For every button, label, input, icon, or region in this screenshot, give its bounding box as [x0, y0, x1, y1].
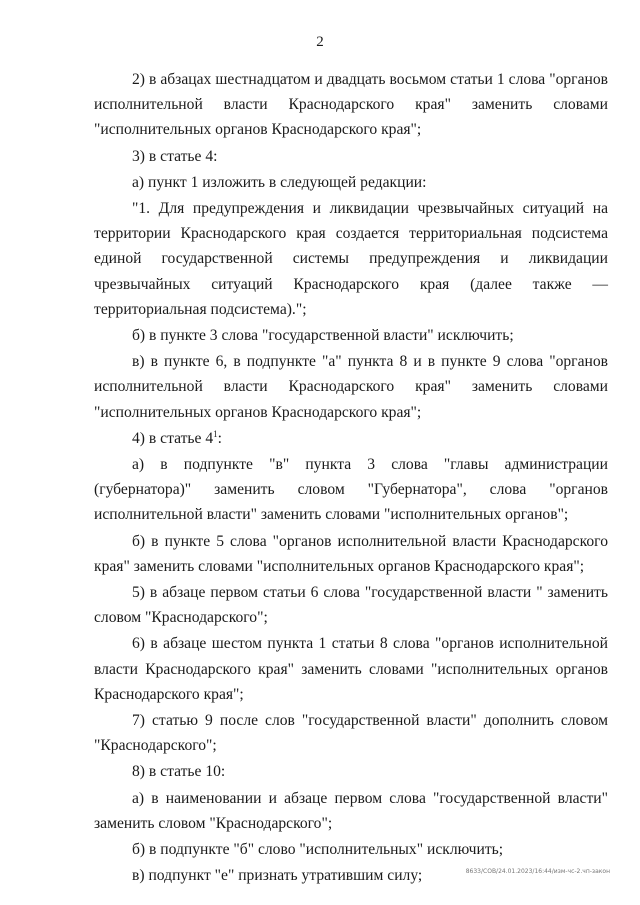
item4-text: 4) в статье 4: [132, 429, 214, 447]
paragraph: 5) в абзаце первом статьи 6 слова "государственной власти " заменить словом "Краснодарского";: [94, 584, 608, 627]
paragraph-item-4: [94, 426, 608, 451]
paragraph: 6) в абзаце шестом пункта 1 статьи 8 слова "органов исполнительной власти Краснодарского края" заменить словами "исполнительных органов Краснодарского края";: [94, 635, 608, 703]
paragraph: а) пункт 1 изложить в следующей редакции:: [132, 173, 427, 191]
paragraph: 7) статью 9 после слов "государственной власти" дополнить словом "Краснодарского";: [94, 712, 608, 755]
paragraph: 2) в абзацах шестнадцатом и двадцать восьмом статьи 1 слова "органов исполнительной власти Краснодарского края" заменить словами "исполнительных органов Краснодарского края";: [94, 71, 608, 139]
paragraph: 3) в статье 4:: [132, 147, 218, 165]
paragraph: в) подпункт "е" признать утратившим силу;: [132, 867, 423, 885]
paragraph: 8) в статье 10:: [132, 763, 226, 781]
paragraph: а) в наименовании и абзаце первом слова "государственной власти" заменить словом "Краснодарского";: [94, 789, 608, 832]
paragraph: а) в подпункте "в" пункта 3 слова "главы администрации (губернатора)" заменить словом "Губернатора", слова "органов исполнительной власти" заменить словами "исполнительных органов";: [94, 456, 608, 524]
document-body: [94, 67, 608, 890]
paragraph: б) в пункте 5 слова "органов исполнительной власти Краснодарского края" заменить словами "исполнительных органов Краснодарского края";: [94, 532, 608, 575]
paragraph: в) в пункте 6, в подпункте "а" пункта 8 и в пункте 9 слова "органов исполнительной власти Краснодарского края" заменить словами "исполнительных органов Краснодарского края";: [94, 353, 608, 421]
paragraph: б) в подпункте "б" слово "исполнительных" исключить;: [132, 841, 504, 859]
paragraph: "1. Для предупреждения и ликвидации чрезвычайных ситуаций на территории Краснодарского края создается территориальная подсистема единой государственной системы предупреждения и ликвидации чрезвычайных ситуаций Краснодарского края (далее также — территориальная подсистема).";: [94, 200, 608, 318]
item4-suffix: :: [217, 429, 222, 447]
footer-document-code: 8633/СОВ/24.01.2023/16:44/изм-чс-2.чп-закон: [465, 868, 610, 875]
item4-superscript: 1: [213, 428, 218, 439]
page-number: 2: [316, 34, 324, 50]
paragraph: б) в пункте 3 слова "государственной власти" исключить;: [132, 327, 514, 345]
